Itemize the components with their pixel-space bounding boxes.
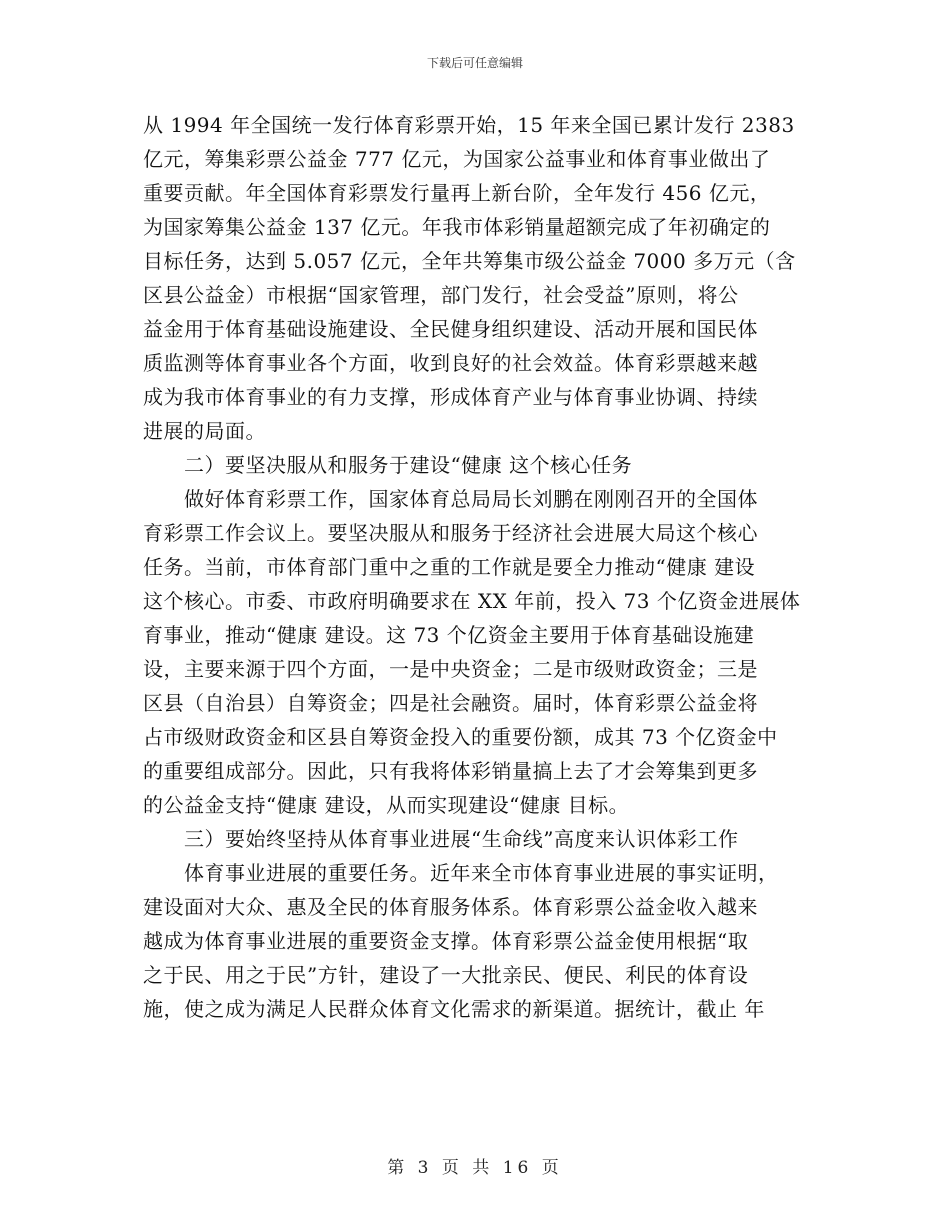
text-line: 区县（自治县）自筹资金；四是社会融资。届时，体育彩票公益金将 [143,691,758,715]
text-line: 育事业，推动“健康 建设。这 73 个亿资金主要用于体育基础设施建 [143,623,755,647]
text-line: 建设面对大众、惠及全民的体育服务体系。体育彩票公益金收入越来 [143,895,758,919]
text-line: 质监测等体育事业各个方面，收到良好的社会效益。体育彩票越来越 [143,351,758,375]
text-line: 为国家筹集公益金 137 亿元。年我市体彩销量超额完成了年初确定的 [143,215,771,239]
text-line: 重要贡献。年全国体育彩票发行量再上新台阶，全年发行 456 亿元， [143,181,771,205]
text-line: 成为我市体育事业的有力支撑，形成体育产业与体育事业协调、持续 [143,385,758,409]
text-line: 占市级财政资金和区县自筹资金投入的重要份额，成其 73 个亿资金中 [143,725,778,749]
section-heading: 二）要坚决服从和服务于建设“健康 这个核心任务 [143,453,633,477]
text-line: 这个核心。市委、市政府明确要求在 XX 年前，投入 73 个亿资金进展体 [143,589,801,613]
text-line: 的重要组成部分。因此，只有我将体彩销量搞上去了才会筹集到更多 [143,759,758,783]
section-heading: 三）要始终坚持从体育事业进展“生命线”高度来认识体彩工作 [143,827,739,851]
text-line: 育彩票工作会议上。要坚决服从和服务于经济社会进展大局这个核心 [143,521,758,545]
text-line: 之于民、用之于民”方针，建设了一大批亲民、便民、利民的体育设 [143,963,749,987]
page-header-note: 下载后可任意编辑 [426,56,523,70]
text-line: 亿元，筹集彩票公益金 777 亿元，为国家公益事业和体育事业做出了 [143,147,771,171]
text-line: 目标任务，达到 5.057 亿元，全年共筹集市级公益金 7000 多万元（含 [143,249,796,273]
text-line: 做好体育彩票工作，国家体育总局局长刘鹏在刚刚召开的全国体 [143,487,758,511]
text-line: 体育事业进展的重要任务。近年来全市体育事业进展的事实证明， [143,861,779,885]
text-line: 的公益金支持“健康 建设，从而实现建设“健康 目标。 [143,793,630,817]
text-line: 从 1994 年全国统一发行体育彩票开始，15 年来全国已累计发行 2383 [143,113,795,137]
text-line: 越成为体育事业进展的重要资金支撑。体育彩票公益金使用根据“取 [143,929,749,953]
text-line: 区县公益金）市根据“国家管理，部门发行，社会受益”原则，将公 [143,283,739,307]
text-line: 施，使之成为满足人民群众体育文化需求的新渠道。据统计，截止 年 [143,997,765,1021]
text-line: 进展的局面。 [143,419,266,443]
text-line: 益金用于体育基础设施建设、全民健身组织建设、活动开展和国民体 [143,317,758,341]
document-body [143,108,813,1026]
page-number: 第 3 页 共 16 页 [387,1158,563,1178]
text-line: 任务。当前，市体育部门重中之重的工作就是要全力推动“健康 建设 [143,555,756,579]
text-line: 设，主要来源于四个方面，一是中央资金；二是市级财政资金；三是 [143,657,758,681]
